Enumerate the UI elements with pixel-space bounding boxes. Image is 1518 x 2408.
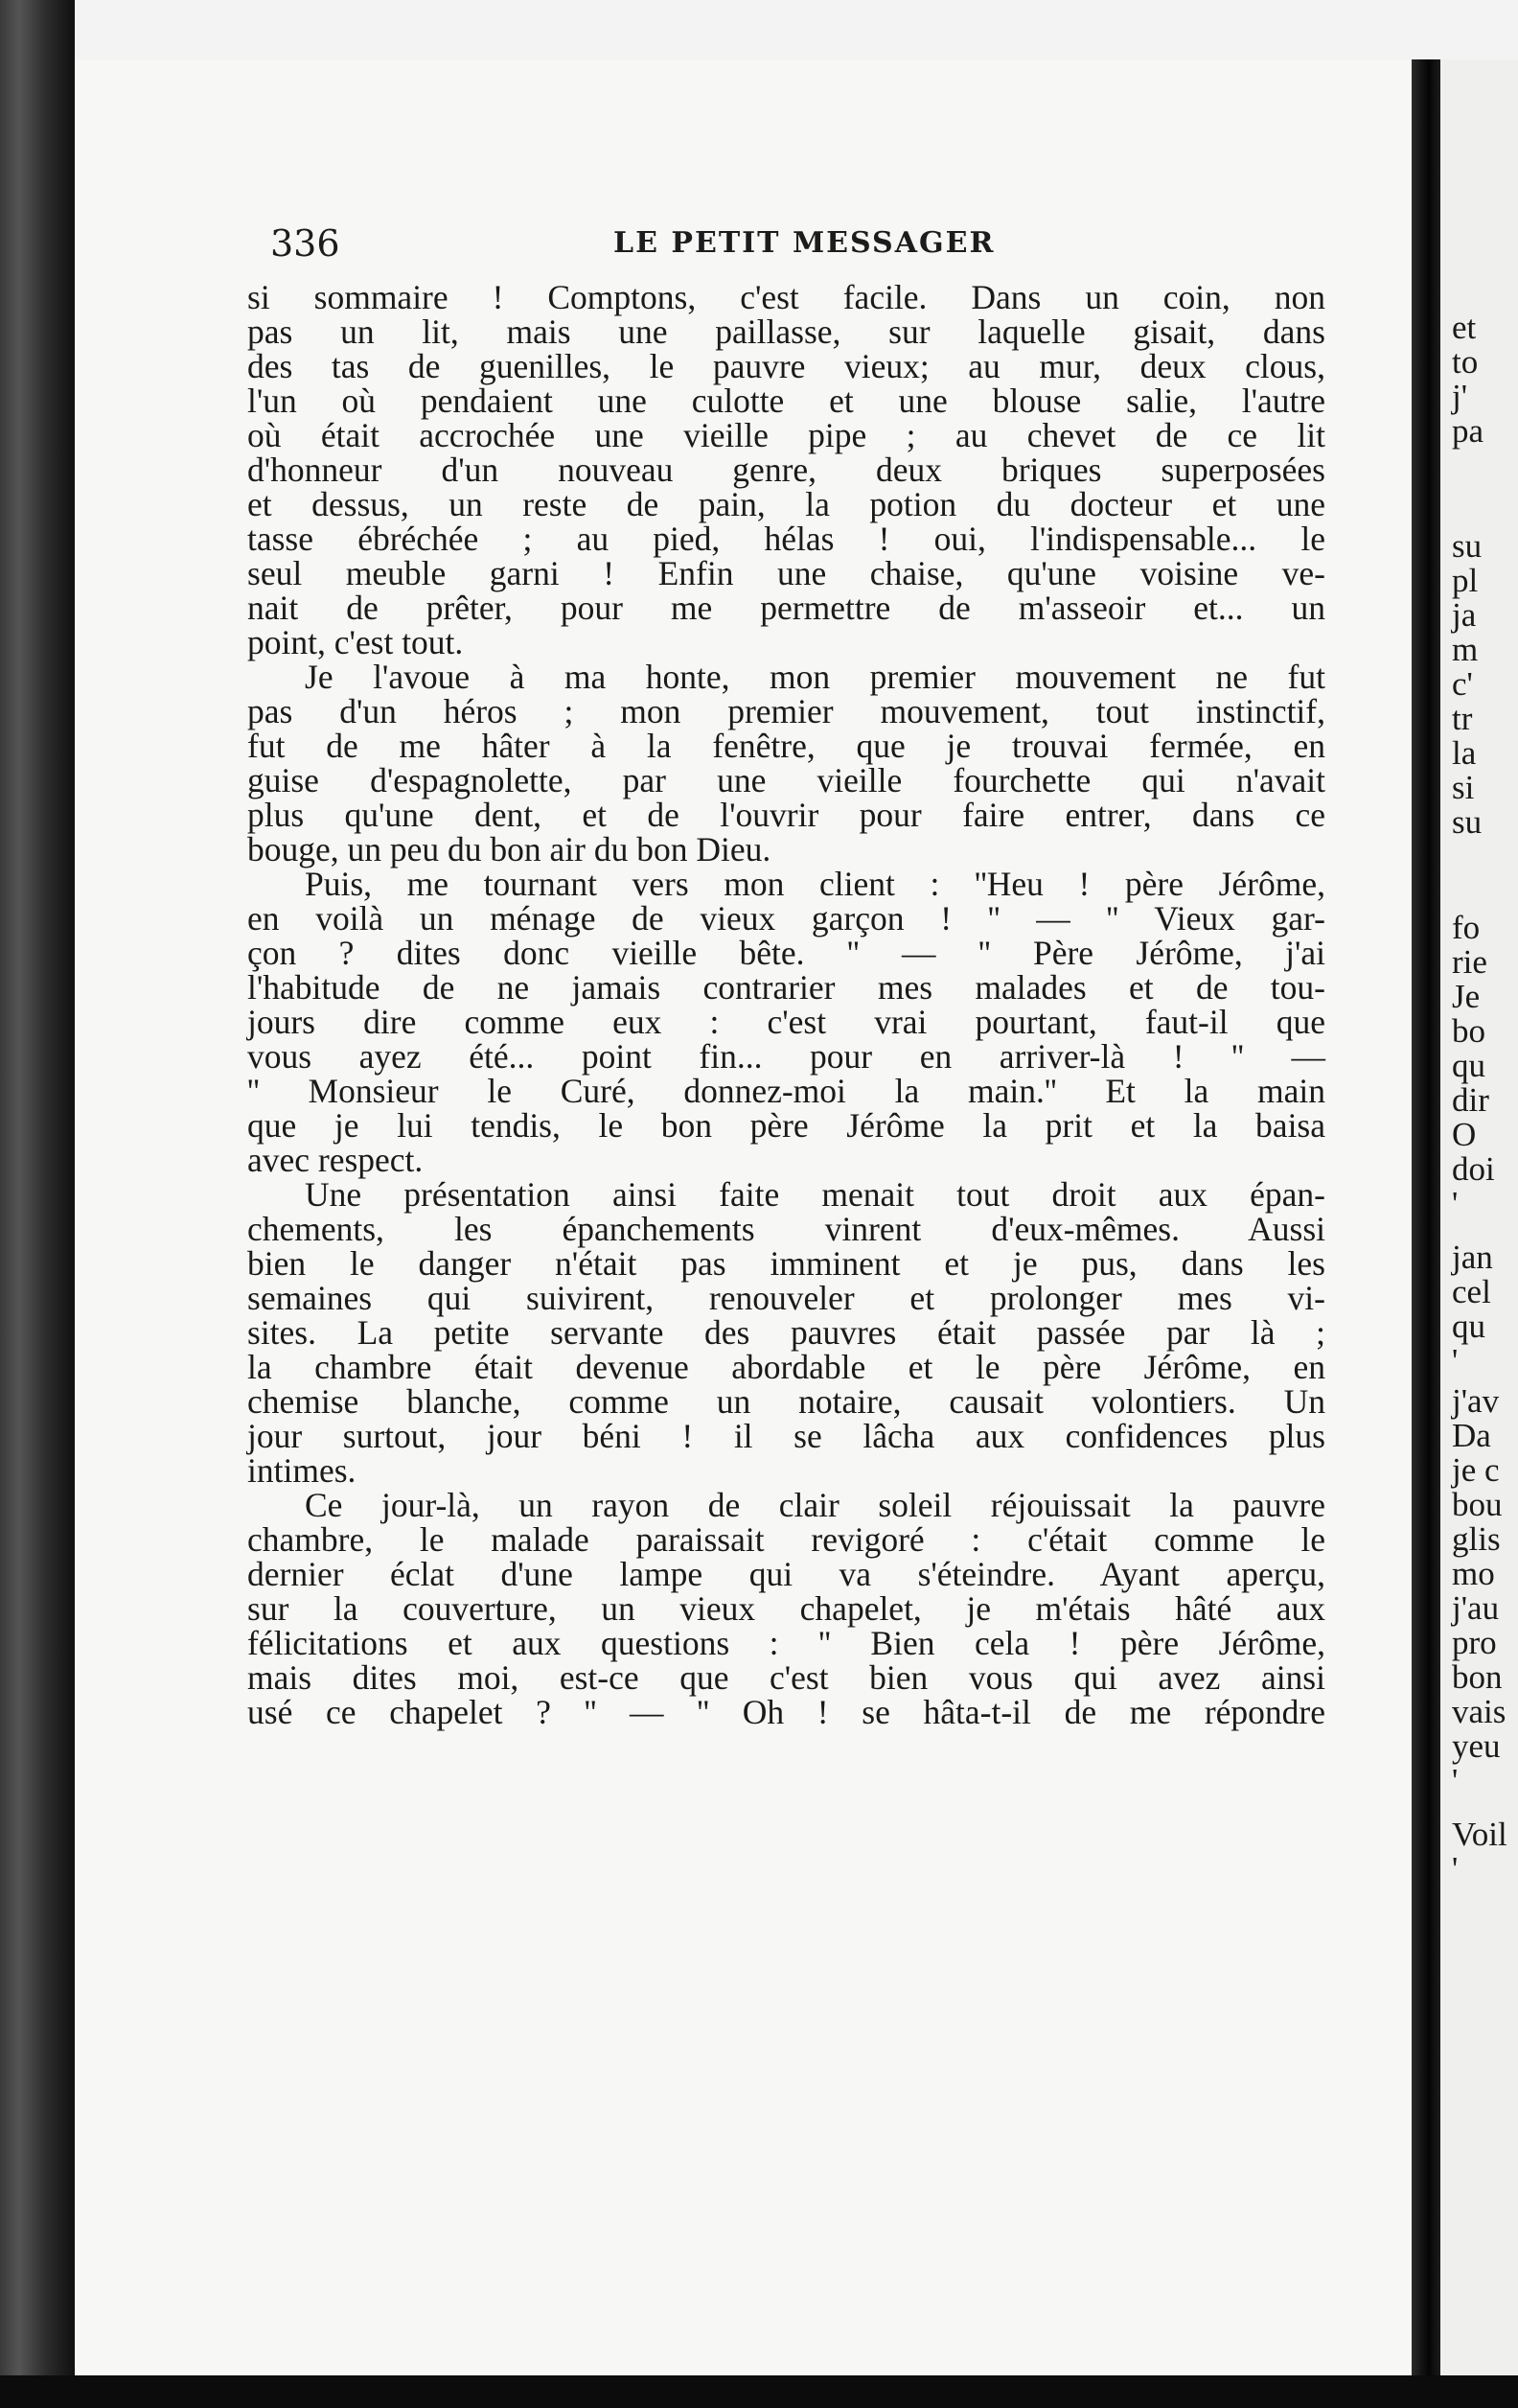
text-line: en voilà un ménage de vieux garçon ! '' — '' Vieux gar- — [247, 899, 1325, 938]
facing-page-text: jan — [1452, 1239, 1493, 1276]
facing-page-text: Je — [1452, 978, 1481, 1015]
facing-page-text: ja — [1452, 596, 1477, 634]
text-line: jour surtout, jour béni ! il se lâcha aux confidences plus — [247, 1417, 1325, 1455]
facing-page-text: rie — [1452, 943, 1487, 981]
facing-page-text: et — [1452, 309, 1477, 346]
text-line: plus qu'une dent, et de l'ouvrir pour faire entrer, dans ce — [247, 796, 1325, 834]
running-header — [0, 222, 1518, 265]
facing-page-text: cel — [1452, 1273, 1491, 1310]
text-line: bouge, un peu du bon air du bon Dieu. — [247, 830, 771, 868]
text-line: chements, les épanchements vinrent d'eux-mêmes. Aussi — [247, 1210, 1325, 1248]
facing-page-text: j' — [1452, 378, 1468, 415]
text-line: bien le danger n'était pas imminent et je pus, dans les — [247, 1244, 1325, 1283]
facing-page-text: j'av — [1452, 1382, 1500, 1420]
text-line: çon ? dites donc vieille bête. '' — '' Père Jérôme, j'ai — [247, 934, 1325, 972]
text-line: l'un où pendaient une culotte et une blouse salie, l'autre — [247, 382, 1325, 420]
facing-page-text: la — [1452, 734, 1477, 772]
text-line: sur la couverture, un vieux chapelet, je m'étais hâté aux — [247, 1589, 1325, 1628]
text-line: pas d'un héros ; mon premier mouvement, tout instinctif, — [247, 692, 1325, 730]
text-line: que je lui tendis, le bon père Jérôme la prit et la baisa — [247, 1106, 1325, 1145]
facing-page-text: fo — [1452, 909, 1481, 946]
text-line: Ce jour-là, un rayon de clair soleil réjouissait la pauvre — [305, 1486, 1325, 1524]
text-line: sites. La petite servante des pauvres était passée par là ; — [247, 1313, 1325, 1352]
facing-page-text: je c — [1452, 1451, 1500, 1489]
facing-page-text: Da — [1452, 1417, 1491, 1454]
text-line: nait de prêter, pour me permettre de m'asseoir et... un — [247, 589, 1325, 627]
text-line: pas un lit, mais une paillasse, sur laquelle gisait, dans — [247, 313, 1325, 351]
facing-page-text: yeu — [1452, 1727, 1501, 1765]
text-line: '' Monsieur le Curé, donnez-moi la main.'' Et la main — [247, 1072, 1325, 1110]
text-line: la chambre était devenue abordable et le père Jérôme, en — [247, 1348, 1325, 1386]
facing-page-text: bo — [1452, 1012, 1485, 1050]
text-line: l'habitude de ne jamais contrarier mes malades et de tou- — [247, 968, 1325, 1007]
text-line: félicitations et aux questions : '' Bien cela ! père Jérôme, — [247, 1624, 1325, 1662]
text-line: Je l'avoue à ma honte, mon premier mouvement ne fut — [305, 658, 1325, 696]
text-line: semaines qui suivirent, renouveler et prolonger mes vi- — [247, 1279, 1325, 1317]
text-line: point, c'est tout. — [247, 623, 464, 661]
facing-page-text: ' — [1452, 1342, 1459, 1379]
facing-page-text: bon — [1452, 1658, 1503, 1696]
text-line: tasse ébréchée ; au pied, hélas ! oui, l'indispensable... le — [247, 520, 1325, 558]
facing-page-text: m — [1452, 631, 1479, 668]
text-line: usé ce chapelet ? '' — '' Oh ! se hâta-t-il de me répondre — [247, 1693, 1325, 1731]
facing-page-text: mo — [1452, 1555, 1495, 1592]
facing-page-text: qu — [1452, 1047, 1485, 1084]
facing-page-text: to — [1452, 343, 1479, 381]
text-line: vous ayez été... point fin... pour en arriver-là ! '' — — [247, 1037, 1325, 1076]
text-line: si sommaire ! Comptons, c'est facile. Dans un coin, non — [247, 278, 1325, 316]
top-margin — [0, 0, 1518, 59]
book-spine-gutter — [1412, 59, 1440, 2375]
facing-page-text: tr — [1452, 700, 1473, 737]
text-line: des tas de guenilles, le pauvre vieux; au mur, deux clous, — [247, 347, 1325, 385]
facing-page-text: pl — [1452, 562, 1479, 599]
bottom-book-edge — [0, 2375, 1518, 2408]
text-line: dernier éclat d'une lampe qui va s'éteindre. Ayant aperçu, — [247, 1555, 1325, 1593]
facing-page-text: vais — [1452, 1693, 1506, 1730]
facing-page-text: si — [1452, 769, 1475, 806]
facing-page-text: doi — [1452, 1150, 1495, 1188]
text-line: chambre, le malade paraissait revigoré : c'était comme le — [247, 1520, 1325, 1559]
text-line: chemise blanche, comme un notaire, causait volontiers. Un — [247, 1382, 1325, 1421]
facing-page-text: O — [1452, 1116, 1477, 1153]
text-line: guise d'espagnolette, par une vieille fourchette qui n'avait — [247, 761, 1325, 799]
facing-page-text: ' — [1452, 1762, 1459, 1799]
text-line: seul meuble garni ! Enfin une chaise, qu'une voisine ve- — [247, 554, 1325, 592]
text-line: Puis, me tournant vers mon client : ''Heu ! père Jérôme, — [305, 865, 1325, 903]
page-number: 336 — [270, 222, 340, 265]
text-line: jours dire comme eux : c'est vrai pourtant, faut-il que — [247, 1003, 1325, 1041]
body-text — [247, 280, 1325, 1729]
facing-page-text: glis — [1452, 1520, 1501, 1558]
facing-page-text: pro — [1452, 1624, 1497, 1661]
left-book-edge — [0, 0, 75, 2408]
facing-page-text: Voil — [1452, 1816, 1507, 1853]
facing-page-text: qu — [1452, 1308, 1485, 1345]
facing-page-text: pa — [1452, 412, 1484, 450]
facing-page-text: su — [1452, 803, 1483, 841]
facing-page-text: c' — [1452, 665, 1473, 703]
text-line: d'honneur d'un nouveau genre, deux briques superposées — [247, 451, 1325, 489]
text-line: et dessus, un reste de pain, la potion du docteur et une — [247, 485, 1325, 523]
text-line: intimes. — [247, 1451, 356, 1490]
text-line: Une présentation ainsi faite menait tout droit aux épan- — [305, 1175, 1325, 1214]
facing-page-fragment — [1440, 59, 1518, 2375]
text-line: fut de me hâter à la fenêtre, que je trouvai fermée, en — [247, 727, 1325, 765]
text-line: mais dites moi, est-ce que c'est bien vous qui avez ainsi — [247, 1658, 1325, 1697]
facing-page-text: dir — [1452, 1081, 1489, 1119]
facing-page-text: su — [1452, 527, 1483, 565]
facing-page-text: ' — [1452, 1850, 1459, 1887]
page-header-title: LE PETIT MESSAGER — [613, 226, 996, 260]
text-line: avec respect. — [247, 1141, 424, 1179]
text-line: où était accrochée une vieille pipe ; au chevet de ce lit — [247, 416, 1325, 454]
facing-page-text: bou — [1452, 1486, 1503, 1523]
facing-page-text: ' — [1452, 1185, 1459, 1222]
facing-page-text: j'au — [1452, 1589, 1500, 1627]
